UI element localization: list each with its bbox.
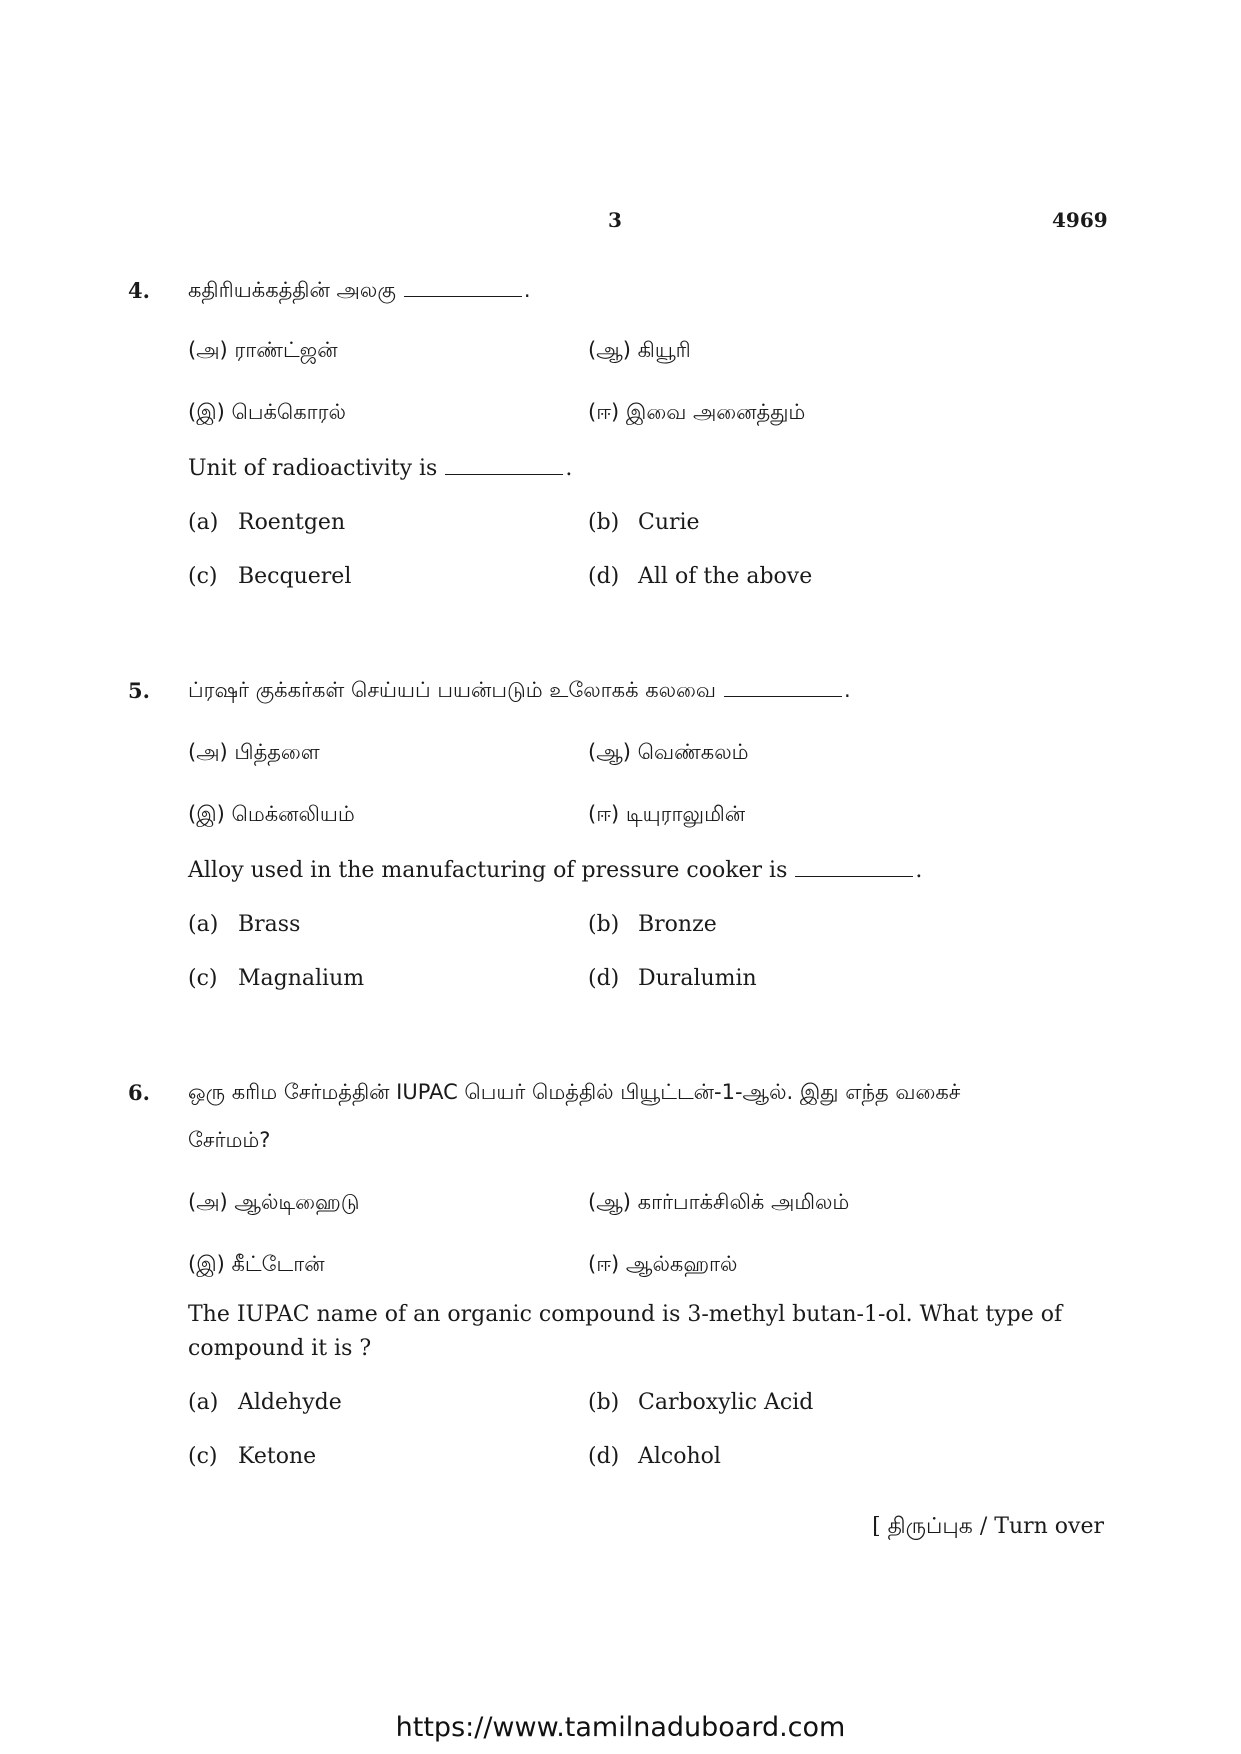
option-ta-a bbox=[188, 740, 320, 767]
tamil-stem: ப்ரஷர் குக்கர்கள் செய்யப் பயன்படும் உலோகக் கலவை . bbox=[188, 678, 851, 705]
option-label: (ஈ) bbox=[588, 400, 620, 424]
option-text: All of the above bbox=[638, 564, 813, 589]
option-label: (d) bbox=[588, 564, 620, 589]
option-text: பெக்கொரல் bbox=[231, 400, 346, 424]
footer-url[interactable]: https://www.tamilnaduboard.com bbox=[395, 1712, 846, 1743]
option-en-c bbox=[188, 966, 364, 991]
tamil-stem-text: ப்ரஷர் குக்கர்கள் செய்யப் பயன்படும் உலோகக் கலவை bbox=[188, 678, 717, 702]
english-stem-text: Alloy used in the manufacturing of pressure cooker is bbox=[188, 858, 788, 883]
tamil-stem: கதிரியக்கத்தின் அலகு . bbox=[188, 278, 531, 305]
option-label: (இ) bbox=[188, 400, 225, 424]
option-text: கீட்டோன் bbox=[231, 1252, 325, 1276]
option-ta-d bbox=[588, 1252, 737, 1279]
page-number: 3 bbox=[608, 208, 622, 232]
option-label: (இ) bbox=[188, 1252, 225, 1276]
tamil-stem-line-2: சேர்மம்? bbox=[188, 1128, 271, 1152]
option-en-c bbox=[188, 1444, 316, 1469]
option-label: (a) bbox=[188, 510, 219, 535]
option-text: பித்தளை bbox=[234, 740, 320, 764]
option-label: (ஆ) bbox=[588, 1190, 631, 1214]
option-en-d bbox=[588, 1444, 721, 1469]
option-label: (அ) bbox=[188, 338, 228, 362]
option-text: ஆல்கஹால் bbox=[625, 1252, 738, 1276]
option-ta-b bbox=[588, 1190, 849, 1217]
paper-code: 4969 bbox=[1052, 208, 1108, 232]
option-ta-c bbox=[188, 1252, 325, 1279]
option-text: Roentgen bbox=[238, 510, 346, 535]
option-text: Duralumin bbox=[638, 966, 757, 991]
answer-blank bbox=[724, 696, 842, 697]
option-label: (d) bbox=[588, 966, 620, 991]
option-label: (ஈ) bbox=[588, 1252, 620, 1276]
option-en-d bbox=[588, 966, 757, 991]
option-text: Aldehyde bbox=[238, 1390, 342, 1415]
option-ta-b bbox=[588, 740, 749, 767]
tamil-stem-text: கதிரியக்கத்தின் அலகு bbox=[188, 278, 396, 302]
option-text: வெண்கலம் bbox=[637, 740, 749, 764]
option-en-b bbox=[588, 510, 700, 535]
option-text: இவை அனைத்தும் bbox=[625, 400, 806, 424]
option-en-b bbox=[588, 1390, 813, 1415]
option-ta-a bbox=[188, 338, 338, 365]
option-label: (அ) bbox=[188, 1190, 228, 1214]
option-label: (a) bbox=[188, 912, 219, 937]
option-label: (c) bbox=[188, 564, 218, 589]
option-text: Alcohol bbox=[638, 1444, 721, 1469]
option-en-d bbox=[588, 564, 812, 589]
option-text: டியுராலுமின் bbox=[625, 802, 746, 826]
option-text: மெக்னலியம் bbox=[231, 802, 355, 826]
option-en-b bbox=[588, 912, 717, 937]
option-ta-d bbox=[588, 802, 745, 829]
answer-blank bbox=[404, 296, 522, 297]
option-text: Ketone bbox=[238, 1444, 317, 1469]
answer-blank bbox=[445, 474, 563, 475]
option-ta-a bbox=[188, 1190, 359, 1217]
english-stem-line-1: The IUPAC name of an organic compound is 3-methyl butan-1-ol. What type of bbox=[188, 1302, 1063, 1327]
question-number: 4. bbox=[128, 278, 150, 303]
option-text: கார்பாக்சிலிக் அமிலம் bbox=[637, 1190, 850, 1214]
option-label: (ஆ) bbox=[588, 740, 631, 764]
question-number: 6. bbox=[128, 1080, 150, 1105]
option-en-a bbox=[188, 1390, 342, 1415]
turn-over-note: [ திருப்புக / Turn over bbox=[872, 1514, 1104, 1539]
tamil-stem-line-1: ஒரு கரிம சேர்மத்தின் IUPAC பெயர் மெத்தில் பியூட்டன்-1-ஆல். இது எந்த வகைச் bbox=[188, 1080, 961, 1104]
option-label: (c) bbox=[188, 1444, 218, 1469]
english-stem-text: Unit of radioactivity is bbox=[188, 456, 438, 481]
option-ta-b bbox=[588, 338, 691, 365]
question-number: 5. bbox=[128, 678, 150, 703]
option-text: ராண்ட்ஜன் bbox=[234, 338, 338, 362]
option-label: (b) bbox=[588, 912, 620, 937]
option-label: (அ) bbox=[188, 740, 228, 764]
option-label: (ஈ) bbox=[588, 802, 620, 826]
english-stem: Unit of radioactivity is . bbox=[188, 456, 573, 481]
option-label: (b) bbox=[588, 1390, 620, 1415]
english-stem: Alloy used in the manufacturing of pressure cooker is . bbox=[188, 858, 923, 883]
option-text: Brass bbox=[238, 912, 301, 937]
answer-blank bbox=[795, 876, 913, 877]
option-label: (b) bbox=[588, 510, 620, 535]
option-label: (c) bbox=[188, 966, 218, 991]
option-ta-d bbox=[588, 400, 805, 427]
option-text: Carboxylic Acid bbox=[638, 1390, 814, 1415]
option-label: (d) bbox=[588, 1444, 620, 1469]
option-label: (a) bbox=[188, 1390, 219, 1415]
option-en-a bbox=[188, 912, 300, 937]
option-ta-c bbox=[188, 400, 346, 427]
option-en-a bbox=[188, 510, 345, 535]
english-stem-line-2: compound it is ? bbox=[188, 1336, 372, 1361]
option-label: (ஆ) bbox=[588, 338, 631, 362]
option-text: Magnalium bbox=[238, 966, 365, 991]
option-en-c bbox=[188, 564, 351, 589]
option-text: Curie bbox=[638, 510, 700, 535]
option-text: கியூரி bbox=[637, 338, 691, 362]
option-text: Bronze bbox=[638, 912, 717, 937]
option-text: ஆல்டிஹைடு bbox=[234, 1190, 360, 1214]
option-text: Becquerel bbox=[238, 564, 352, 589]
option-ta-c bbox=[188, 802, 355, 829]
option-label: (இ) bbox=[188, 802, 225, 826]
